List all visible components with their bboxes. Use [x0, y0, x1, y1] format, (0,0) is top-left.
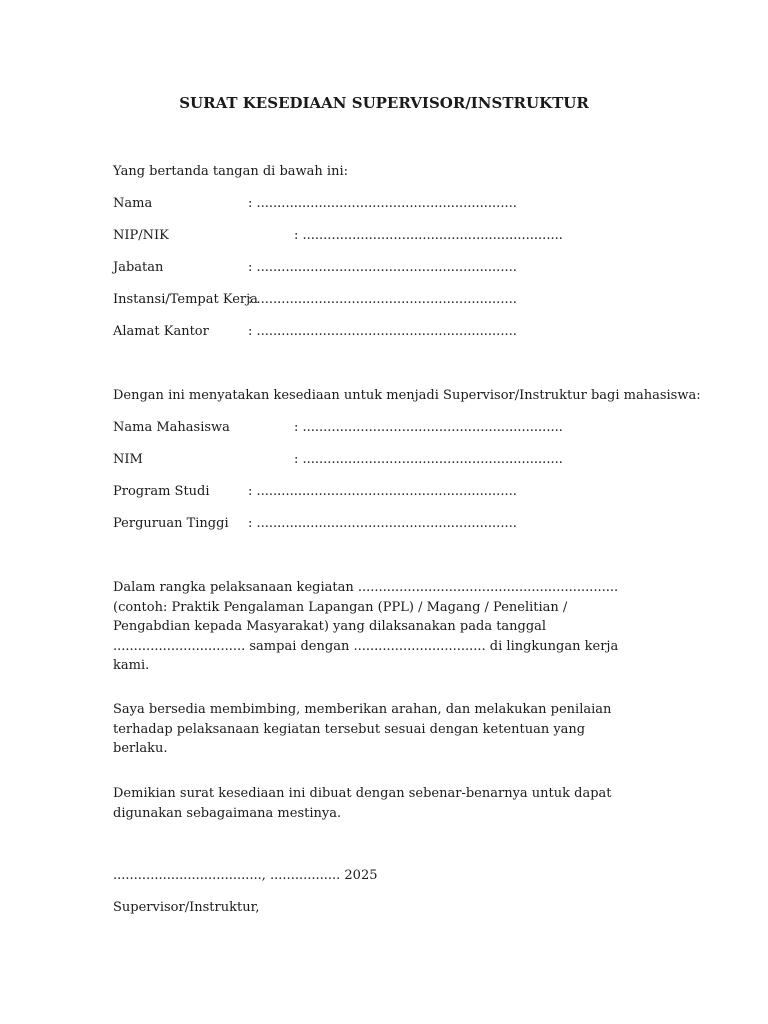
field-label-jabatan: Jabatan [113, 260, 164, 275]
field-value-instansi: : ............................................................... [248, 292, 517, 307]
field-label-nip-nik: NIP/NIK [113, 228, 169, 243]
field-label-program-studi: Program Studi [113, 484, 210, 499]
intro-text: Yang bertanda tangan di bawah ini: [113, 164, 348, 179]
field-label-perguruan-tinggi: Perguruan Tinggi [113, 516, 229, 531]
field-label-nim: NIM [113, 452, 143, 467]
field-label-instansi: Instansi/Tempat Kerja [113, 292, 258, 307]
paragraph-closing: Demikian surat kesediaan ini dibuat dengan sebenar-benarnya untuk dapat digunakan sebagaimana mestinya. [113, 786, 612, 821]
field-value-jabatan: : ............................................................... [248, 260, 517, 275]
place-date: ...................................., ................. 2025 [113, 868, 378, 883]
field-value-perguruan-tinggi: : ............................................................... [248, 516, 517, 531]
field-label-nama-mahasiswa: Nama Mahasiswa [113, 420, 230, 435]
document-title: SURAT KESEDIAAN SUPERVISOR/INSTRUKTUR [179, 94, 589, 112]
field-value-program-studi: : ............................................................... [248, 484, 517, 499]
field-value-nip-nik: : ............................................................... [294, 228, 563, 243]
statement-text: Dengan ini menyatakan kesediaan untuk menjadi Supervisor/Instruktur bagi mahasiswa: [113, 388, 701, 403]
field-value-nim: : ............................................................... [294, 452, 563, 467]
field-label-nama: Nama [113, 196, 153, 211]
field-value-alamat-kantor: : ............................................................... [248, 324, 517, 339]
paragraph-activity: Dalam rangka pelaksanaan kegiatan ............................................................... (contoh: Praktik Pengalaman Lapangan (PPL) / Magang / Penelitian / Pengabdian kepada Masyarakat) yang dilaksanakan pada tanggal ................................ sampai dengan ................................ di lingkungan kerja kami. [113, 580, 619, 673]
paragraph-commitment: Saya bersedia membimbing, memberikan arahan, dan melakukan penilaian terhadap pelaksanaan kegiatan tersebut sesuai dengan ketentuan yang berlaku. [113, 702, 612, 756]
field-value-nama: : ............................................................... [248, 196, 517, 211]
field-label-alamat-kantor: Alamat Kantor [113, 324, 209, 339]
signatory-label: Supervisor/Instruktur, [113, 900, 260, 915]
field-value-nama-mahasiswa: : ............................................................... [294, 420, 563, 435]
